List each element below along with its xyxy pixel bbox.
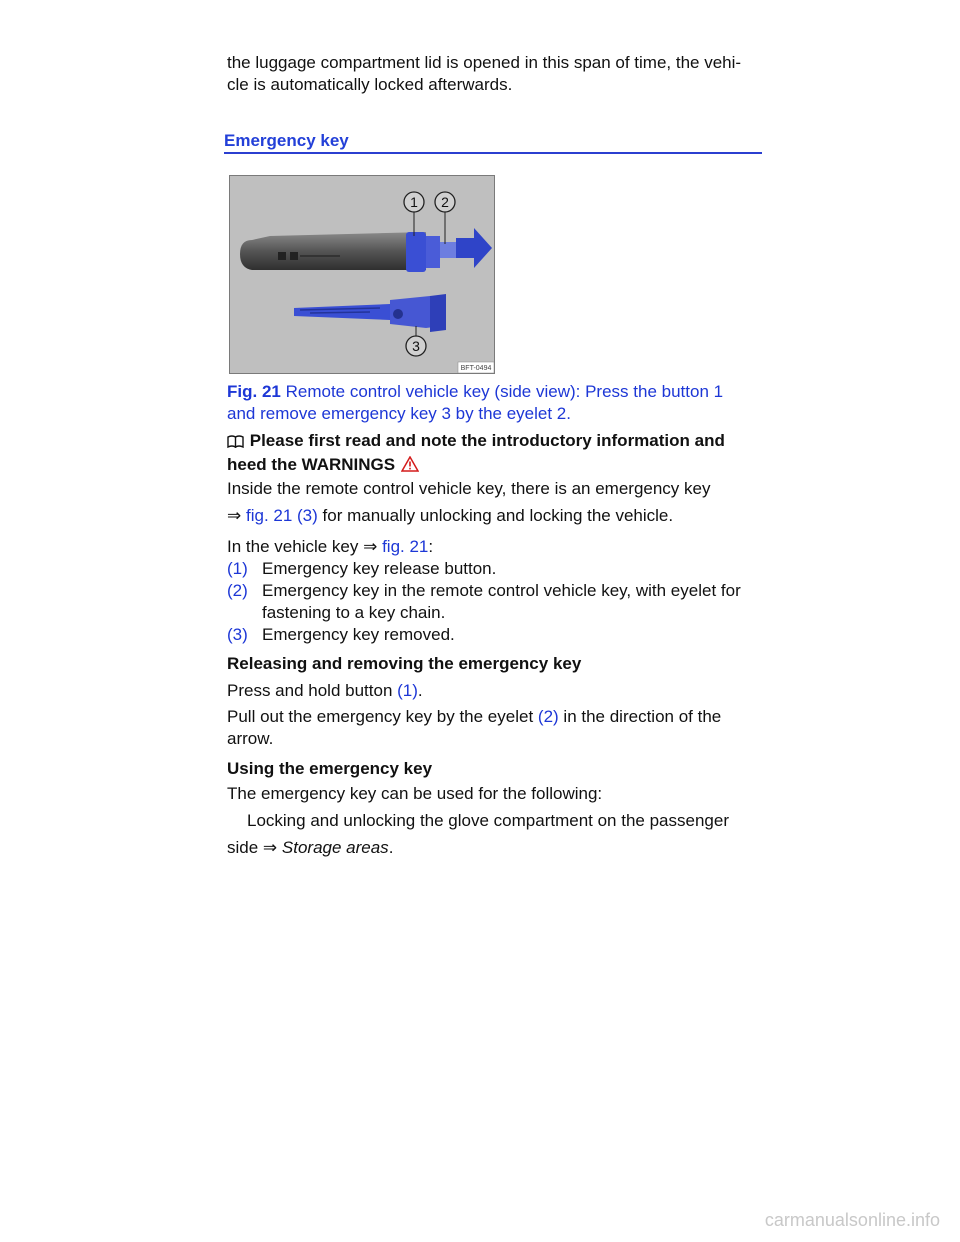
storage-areas-link[interactable]: Storage areas [277, 838, 389, 857]
svg-text:BFT-0494: BFT-0494 [460, 365, 492, 372]
key-illustration [230, 176, 494, 373]
list-item-number: (1) [227, 559, 248, 578]
book-icon [227, 432, 245, 454]
arrow-icon: ⇒ [227, 506, 242, 526]
note-line-2: heed the WARNINGS [227, 455, 396, 474]
note-paragraph [227, 430, 767, 478]
section-heading [224, 130, 762, 154]
arrow-icon: ⇒ [363, 537, 378, 557]
list-item-text: Emergency key in the remote control vehicle key, with eyelet for fastening to a key chain. [262, 581, 741, 622]
heading-using: Using the emergency key [227, 759, 433, 778]
paragraph-storage-ref [227, 837, 767, 859]
watermark: carmanualsonline.info [764, 1210, 940, 1230]
svg-text:1: 1 [410, 194, 418, 210]
ref-1-link[interactable]: (1) [397, 681, 418, 700]
figure-caption-label: Fig. 21 [227, 382, 281, 401]
paragraph-usage: The emergency key can be used for the following: [227, 784, 603, 803]
intro-paragraph [227, 52, 767, 96]
paragraph-in-vehicle-key-lead: In the vehicle key [227, 537, 364, 556]
figure-caption-line-1: Remote control vehicle key (side view): Press the button 1 [285, 382, 724, 401]
paragraph-press-hold-lead: Press and hold button [227, 681, 398, 700]
list-item-text: Emergency key release button. [262, 559, 497, 578]
heading-releasing: Releasing and removing the emergency key [227, 654, 582, 673]
paragraph-pull-out-lead: Pull out the emergency key by the eyelet [227, 707, 538, 726]
fig-21-3-link[interactable]: fig. 21 (3) [245, 506, 318, 525]
release-button-shape [406, 232, 426, 272]
ref-2-link[interactable]: (2) [537, 707, 559, 726]
list-item [227, 624, 767, 646]
key-fob-body [240, 232, 426, 270]
paragraph-press-hold [227, 680, 767, 702]
callout-3 [406, 336, 426, 356]
paragraph-manual-locking-rest: for manually unlocking and locking the vehicle. [317, 506, 674, 525]
list-item-number: (3) [227, 625, 248, 644]
list-item-text: Emergency key removed. [262, 625, 455, 644]
fig-21-link[interactable]: fig. 21 [382, 537, 429, 556]
figure-caption [227, 381, 767, 425]
paragraph-manual-locking [227, 505, 767, 527]
paragraph-in-vehicle-key-tail: : [428, 537, 434, 556]
paragraph-storage-lead: side [227, 838, 263, 857]
figure-caption-line-2: and remove emergency key 3 by the eyelet 2. [227, 404, 571, 423]
paragraph-in-vehicle-key [227, 536, 767, 558]
arrow-icon: ⇒ [262, 838, 278, 858]
legend-list [227, 558, 767, 646]
paragraph-press-hold-tail: . [417, 681, 423, 700]
intro-line-1: the luggage compartment lid is opened in this span of time, the vehi- [227, 53, 742, 72]
warning-icon[interactable] [401, 456, 419, 478]
key-figure [229, 175, 495, 374]
list-item [227, 558, 767, 580]
section-heading-text: Emergency key [224, 131, 349, 150]
paragraph-pull-out-tail: in the direction of the arrow. [227, 707, 722, 748]
figure-code [458, 362, 494, 373]
note-line-1: Please first read and note the introductory information and [249, 431, 725, 450]
svg-text:2: 2 [441, 194, 449, 210]
callout-2 [435, 192, 455, 212]
list-item [227, 580, 767, 624]
callout-1 [404, 192, 424, 212]
bullet-glove-compartment: Locking and unlocking the glove compartment on the passenger [247, 811, 729, 830]
paragraph-emergency-key-location: Inside the remote control vehicle key, there is an emergency key [227, 479, 711, 498]
svg-text:3: 3 [412, 338, 420, 354]
paragraph-storage-tail: . [388, 838, 394, 857]
intro-line-2: cle is automatically locked afterwards. [227, 75, 513, 94]
list-item-number: (2) [227, 581, 248, 600]
paragraph-pull-out [227, 706, 767, 750]
